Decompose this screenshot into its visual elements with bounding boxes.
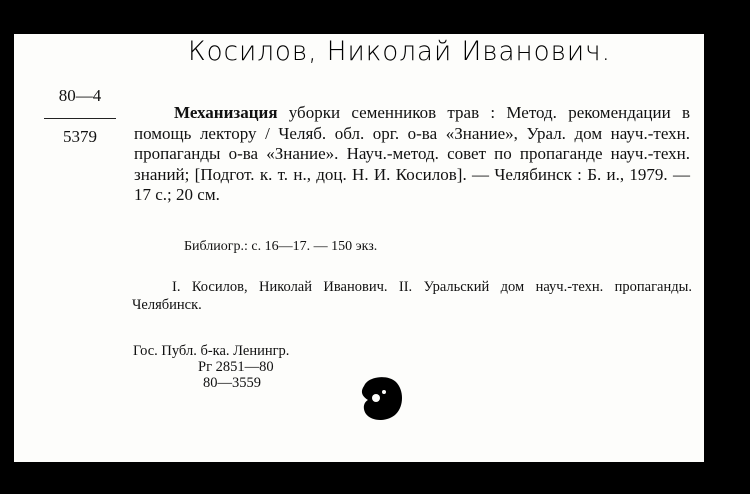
call-number-top: 80—4 (58, 86, 102, 105)
ink-stamp-mark (354, 372, 408, 424)
call-number-bottom: 5379 (63, 127, 97, 146)
holding-library-block (133, 343, 289, 391)
registration-number: Рг 2851—80 (198, 359, 274, 375)
record-title: Механизация (174, 103, 278, 122)
card-number: 80—3559 (203, 375, 261, 391)
bibliography-note: Библиогр.: с. 16—17. — 150 экз. (184, 239, 378, 254)
bibliographic-description (134, 103, 690, 206)
record-body: уборки семенников трав : Метод. рекомендации в помощь лектору / Челяб. обл. орг. о-ва «Знание», Урал. дом науч.-техн. пропаганды о-ва «Знание». Науч.-метод. совет по пропаганде науч.-техн. знаний; [Подгот. к. т. н., доц. Н. И. Косилов]. — Челябинск : Б. и., 1979. — 17 с.; 20 см. (134, 103, 690, 205)
call-number-divider (44, 118, 116, 119)
holding-library: Гос. Публ. б-ка. Ленингр. (133, 343, 290, 359)
call-number (40, 86, 120, 147)
added-entries-tracing: I. Косилов, Николай Иванович. II. Уральский дом науч.-техн. пропаганды. Челябинск. (132, 279, 692, 313)
handwritten-author-heading: Косилов, Николай Иванович. (188, 36, 611, 67)
